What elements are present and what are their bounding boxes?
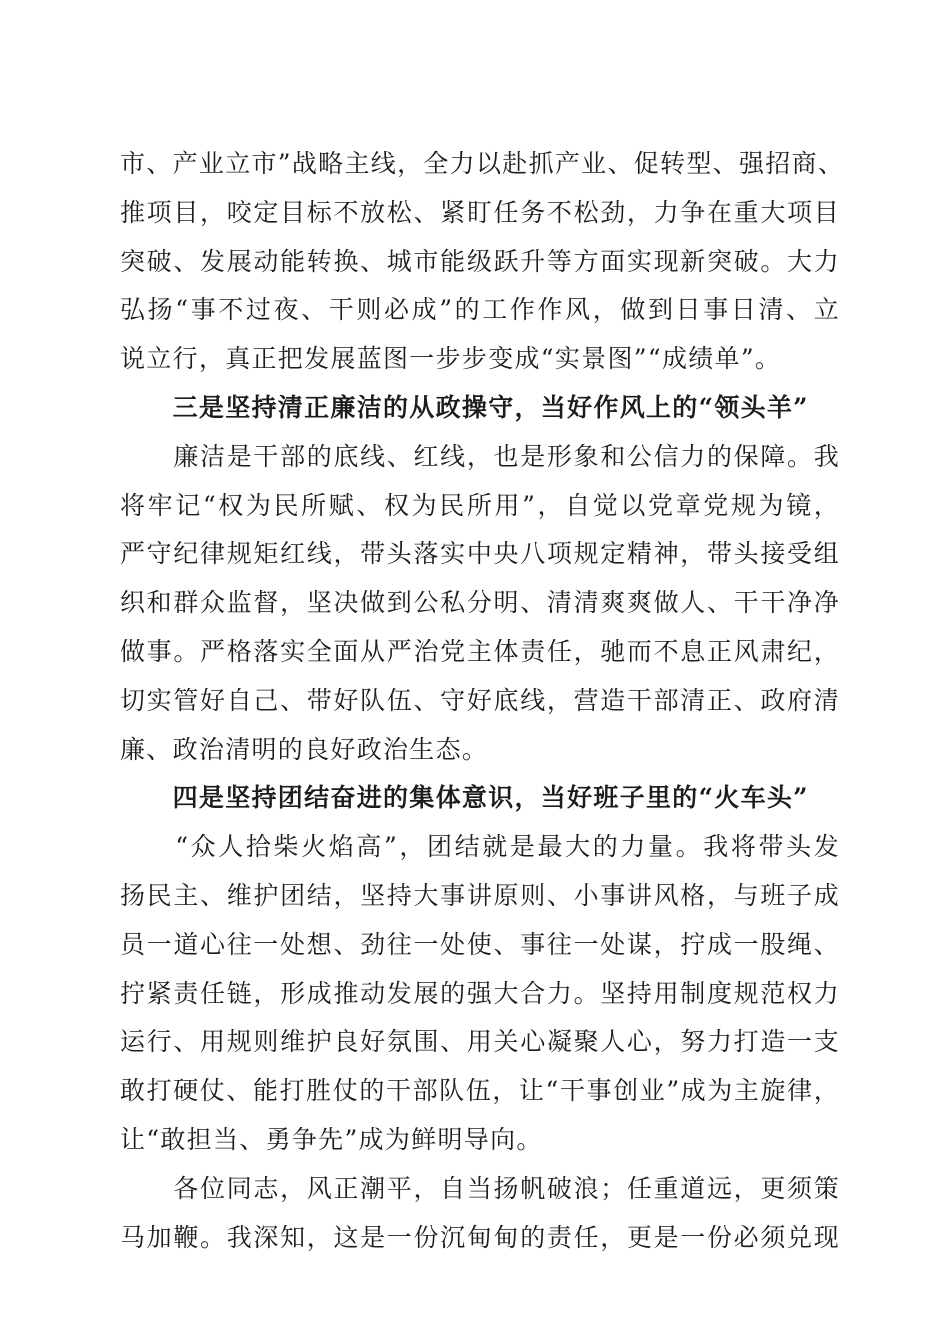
text-line: 弘扬“事不过夜、干则必成”的工作作风，做到日事日清、立 (120, 295, 840, 325)
text-line: 让“敢担当、勇争先”成为鲜明导向。 (120, 1124, 543, 1154)
text-line: “众人拾柴火焰高”，团结就是最大的力量。我将带头发 (120, 832, 840, 862)
text-line: 廉洁是干部的底线、红线，也是形象和公信力的保障。我 (120, 441, 840, 471)
text-line: 敢打硬仗、能打胜仗的干部队伍，让“干事创业”成为主旋律， (120, 1076, 840, 1106)
text-line: 运行、用规则维护良好氛围、用关心凝聚人心，努力打造一支 (120, 1027, 840, 1057)
text-line: 说立行，真正把发展蓝图一步步变成“实景图”“成绩单”。 (120, 344, 782, 374)
text-line: 织和群众监督，坚决做到公私分明、清清爽爽做人、干干净净 (120, 588, 840, 618)
text-line: 突破、发展动能转换、城市能级跃升等方面实现新突破。大力 (120, 246, 840, 276)
text-line: 廉、政治清明的良好政治生态。 (120, 734, 489, 764)
text-line: 扬民主、维护团结，坚持大事讲原则、小事讲风格，与班子成 (120, 880, 840, 910)
text-line: 马加鞭。我深知，这是一份沉甸甸的责任，更是一份必须兑现 (120, 1222, 840, 1252)
document-body (120, 140, 845, 1262)
text-line: 切实管好自己、带好队伍、守好底线，营造干部清正、政府清 (120, 685, 840, 715)
text-line: 员一道心往一处想、劲往一处使、事往一处谋，拧成一股绳、 (120, 929, 840, 959)
section-heading: 四是坚持团结奋进的集体意识，当好班子里的“火车头” (120, 783, 809, 813)
text-line: 各位同志，风正潮平，自当扬帆破浪；任重道远，更须策 (120, 1173, 840, 1203)
text-line: 拧紧责任链，形成推动发展的强大合力。坚持用制度规范权力 (120, 978, 840, 1008)
section-heading: 三是坚持清正廉洁的从政操守，当好作风上的“领头羊” (120, 392, 809, 422)
text-line: 推项目，咬定目标不放松、紧盯任务不松劲，力争在重大项目 (120, 197, 840, 227)
text-line: 严守纪律规矩红线，带头落实中央八项规定精神，带头接受组 (120, 539, 840, 569)
text-line: 将牢记“权为民所赋、权为民所用”，自觉以党章党规为镜， (120, 490, 840, 520)
text-line: 做事。严格落实全面从严治党主体责任，驰而不息正风肃纪， (120, 636, 840, 666)
text-line: 市、产业立市”战略主线，全力以赴抓产业、促转型、强招商、 (120, 149, 845, 178)
